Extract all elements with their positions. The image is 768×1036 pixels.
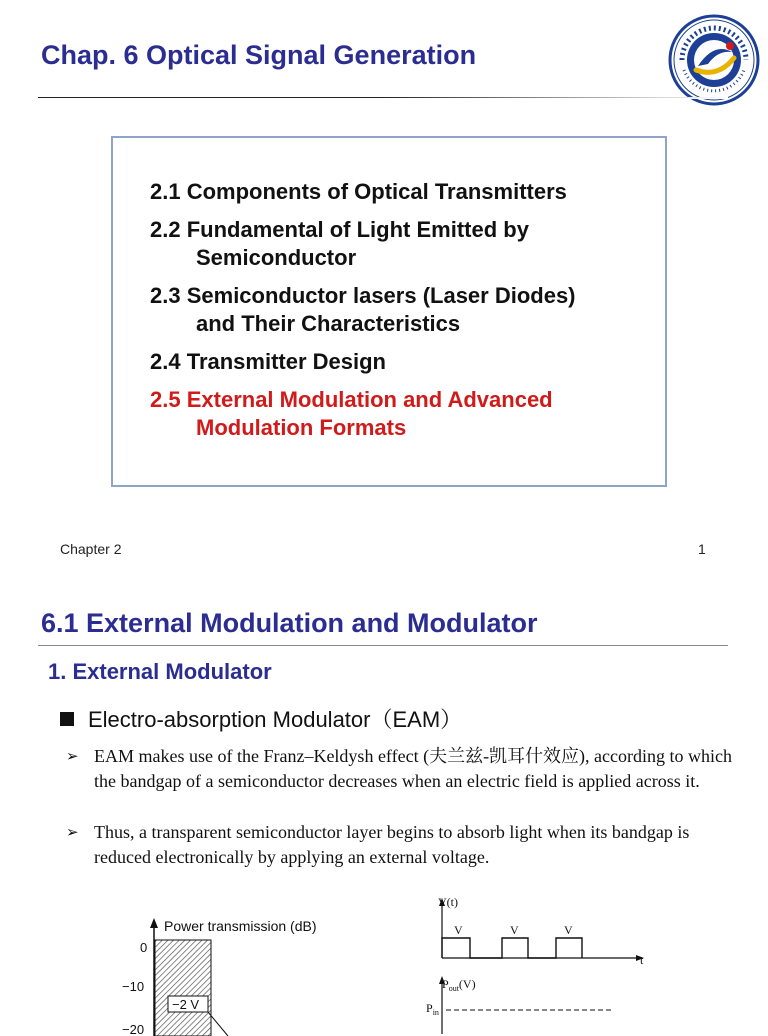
power-transmission-figure [118, 916, 358, 1036]
slide-title: 6.1 External Modulation and Modulator [41, 608, 538, 638]
toc-text: Transmitter Design [186, 349, 386, 374]
toc-text-continued: Semiconductor [196, 245, 357, 270]
tick-label: 0 [140, 940, 148, 955]
footer-chapter: Chapter 2 [60, 541, 122, 557]
toc-text: Fundamental of Light Emitted by [186, 217, 529, 242]
voltage-waveform-figure [420, 894, 650, 1034]
toc-text: External Modulation and Advanced [186, 387, 553, 412]
v-axis-label: V(t) [438, 895, 458, 909]
university-logo [668, 14, 760, 106]
table-of-contents [150, 178, 660, 452]
t-axis-label: t [640, 953, 644, 967]
toc-number: 2.2 [150, 217, 181, 242]
toc-item [150, 348, 660, 376]
toc-text: Semiconductor lasers (Laser Diodes) [186, 283, 576, 308]
title-divider-fade [380, 97, 728, 99]
y-axis-arrow-icon [150, 918, 158, 928]
toc-item [150, 216, 660, 272]
bullet-item [60, 703, 462, 734]
toc-item-active [150, 386, 660, 442]
paragraph [66, 744, 736, 794]
pulse-train [442, 938, 582, 958]
toc-text: Components of Optical Transmitters [186, 179, 567, 204]
pin-label: $P_{in}$ [426, 1001, 439, 1017]
voltage-annotation: −2 V [172, 997, 200, 1012]
tick-label: −10 [122, 979, 145, 994]
slide-2 [0, 576, 768, 1036]
toc-item [150, 282, 660, 338]
footer-page-number: 1 [698, 541, 706, 557]
paragraph-text: Thus, a transparent semiconductor layer begins to absorb light when its bandgap is reduced electronically by applying an external voltage. [94, 822, 690, 867]
slide-title: Chap. 6 Optical Signal Generation [41, 40, 477, 70]
hatched-region [155, 940, 211, 1036]
toc-number: 2.4 [150, 349, 181, 374]
pulse-label: V [564, 923, 573, 937]
arrow-bullet-icon: ➢ [66, 747, 79, 765]
pulse-label: V [510, 923, 519, 937]
toc-item [150, 178, 660, 206]
tick-label: −20 [122, 1022, 145, 1036]
bullet-text: Electro-absorption Modulator（EAM） [88, 707, 463, 732]
square-bullet-icon [60, 712, 74, 726]
toc-number: 2.5 [150, 387, 181, 412]
paragraph-text: EAM makes use of the Franz–Keldysh effect (夫兰兹-凯耳什效应), according to which the bandgap of a semiconductor decreases when an electric field is applied across it. [94, 746, 733, 791]
p-axis-label: $P_{out}(V)$ [442, 977, 476, 993]
toc-text-continued: Modulation Formats [196, 415, 407, 440]
pulse-label: V [454, 923, 463, 937]
toc-number: 2.3 [150, 283, 181, 308]
section-heading: 1. External Modulator [48, 659, 272, 684]
axis-label: Power transmission (dB) [164, 918, 317, 934]
toc-text-continued: and Their Characteristics [196, 311, 461, 336]
paragraph [66, 820, 736, 870]
arrow-bullet-icon: ➢ [66, 823, 79, 841]
toc-number: 2.1 [150, 179, 181, 204]
title-divider [38, 645, 728, 646]
